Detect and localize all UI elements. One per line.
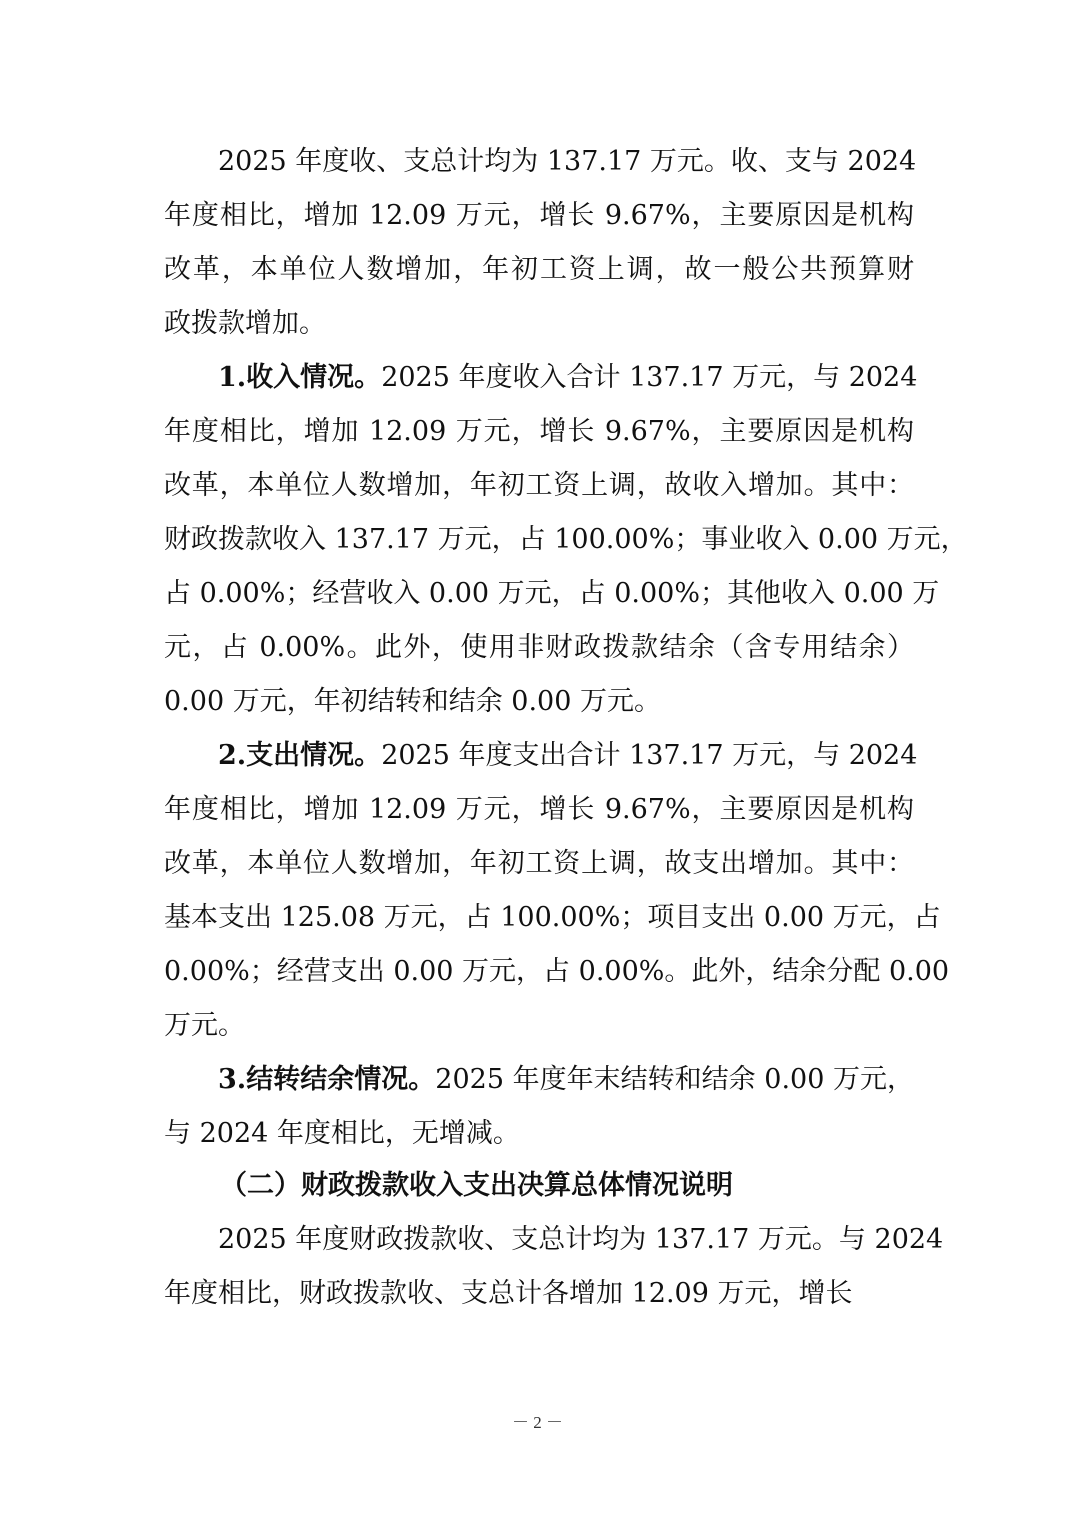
paragraph-line: 基本支出 125.08 万元，占 100.00%；项目支出 0.00 万元，占 (164, 902, 941, 933)
paragraph-text: 2025 年度年末结转和结余 0.00 万元， (435, 1064, 915, 1095)
paragraph-text: 2025 年度收入合计 137.17 万元，与 2024 (381, 362, 918, 393)
paragraph-text: 2025 年度支出合计 137.17 万元，与 2024 (381, 740, 918, 771)
paragraph-line: 年度相比，增加 12.09 万元，增长 9.67%，主要原因是机构 (164, 416, 914, 447)
paragraph-line: 年度相比，财政拨款收、支总计各增加 12.09 万元，增长 (164, 1278, 853, 1309)
carryover-paragraph-first-line (218, 1060, 914, 1100)
paragraph-line: 2025 年度财政拨款收、支总计均为 137.17 万元。与 2024 (218, 1224, 944, 1255)
paragraph-line: 2025 年度收、支总计均为 137.17 万元。收、支与 2024 (218, 146, 917, 177)
income-paragraph-first-line (218, 358, 918, 398)
paragraph-line: 年度相比，增加 12.09 万元，增长 9.67%，主要原因是机构 (164, 794, 914, 825)
expense-paragraph-first-line (218, 736, 918, 776)
page-number: － 2 － (512, 1413, 563, 1432)
paragraph-line: 政拨款增加。 (164, 308, 326, 339)
paragraph-line: 占 0.00%；经营收入 0.00 万元，占 0.00%；其他收入 0.00 万 (164, 578, 940, 609)
paragraph-line: 改革，本单位人数增加，年初工资上调，故支出增加。其中： (164, 848, 914, 879)
carryover-label: 3.结转结余情况。 (218, 1064, 436, 1095)
paragraph-line: 万元。 (164, 1010, 245, 1041)
paragraph-line: 改革，本单位人数增加，年初工资上调，故一般公共预算财 (164, 254, 914, 285)
section-heading: （二）财政拨款收入支出决算总体情况说明 (220, 1170, 733, 1201)
paragraph-line: 0.00 万元，年初结转和结余 0.00 万元。 (164, 686, 661, 717)
paragraph-line: 改革，本单位人数增加，年初工资上调，故收入增加。其中： (164, 470, 914, 501)
income-label: 1.收入情况。 (218, 362, 382, 393)
expense-label: 2.支出情况。 (218, 740, 382, 771)
paragraph-line: 元，占 0.00%。此外，使用非财政拨款结余（含专用结余） (164, 632, 914, 663)
paragraph-line: 0.00%；经营支出 0.00 万元，占 0.00%。此外，结余分配 0.00 (164, 956, 950, 987)
paragraph-line: 与 2024 年度相比，无增减。 (164, 1118, 520, 1149)
paragraph-line: 财政拨款收入 137.17 万元，占 100.00%；事业收入 0.00 万元， (164, 524, 968, 555)
paragraph-line: 年度相比，增加 12.09 万元，增长 9.67%，主要原因是机构 (164, 200, 914, 231)
